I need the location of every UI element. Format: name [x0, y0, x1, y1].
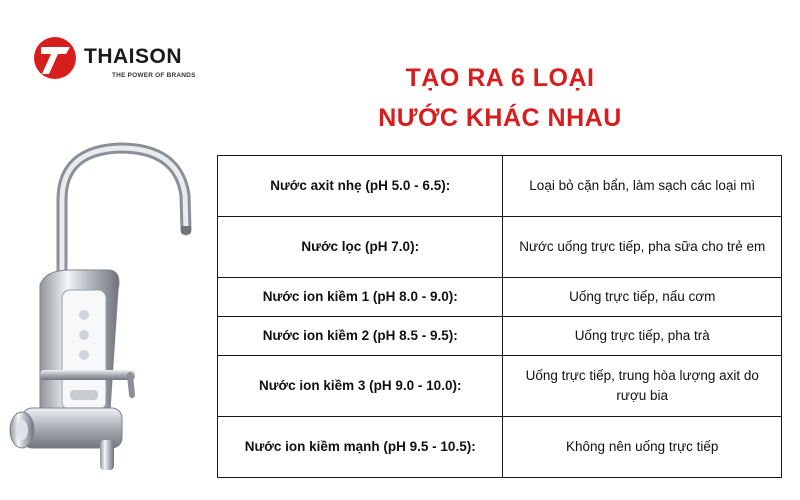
water-use-cell: Uống trực tiếp, trung hòa lượng axit do rượu bia — [503, 356, 782, 417]
water-type-cell: Nước ion kiềm mạnh (pH 9.5 - 10.5): — [218, 417, 503, 478]
water-use-cell: Uống trực tiếp, pha trà — [503, 317, 782, 356]
water-type-cell: Nước lọc (pH 7.0): — [218, 217, 503, 278]
water-use-cell: Nước uống trực tiếp, pha sữa cho trẻ em — [503, 217, 782, 278]
table-row — [218, 156, 782, 217]
brand-tagline: THE POWER OF BRANDS — [112, 72, 196, 79]
brand-mark-icon — [32, 34, 82, 84]
water-type-cell: Nước ion kiềm 1 (pH 8.0 - 9.0): — [218, 278, 503, 317]
water-ionizer-faucet-icon — [0, 140, 215, 490]
table-row — [218, 417, 782, 478]
water-type-cell: Nước ion kiềm 3 (pH 9.0 - 10.0): — [218, 356, 503, 417]
table-row — [218, 217, 782, 278]
page-title — [330, 58, 670, 138]
table-row — [218, 356, 782, 417]
title-line-1: TẠO RA 6 LOẠI — [405, 64, 595, 92]
water-use-cell: Loại bỏ cặn bẩn, làm sạch các loại mì — [503, 156, 782, 217]
water-type-cell: Nước axit nhẹ (pH 5.0 - 6.5): — [218, 156, 503, 217]
brand-logo — [32, 34, 202, 84]
brand-name: THAISON — [84, 45, 182, 68]
water-use-cell: Không nên uống trực tiếp — [503, 417, 782, 478]
water-use-cell: Uống trực tiếp, nấu cơm — [503, 278, 782, 317]
table-row — [218, 317, 782, 356]
water-types-table — [217, 155, 782, 478]
title-line-2: NƯỚC KHÁC NHAU — [378, 104, 622, 132]
water-type-cell: Nước ion kiềm 2 (pH 8.5 - 9.5): — [218, 317, 503, 356]
table-row — [218, 278, 782, 317]
